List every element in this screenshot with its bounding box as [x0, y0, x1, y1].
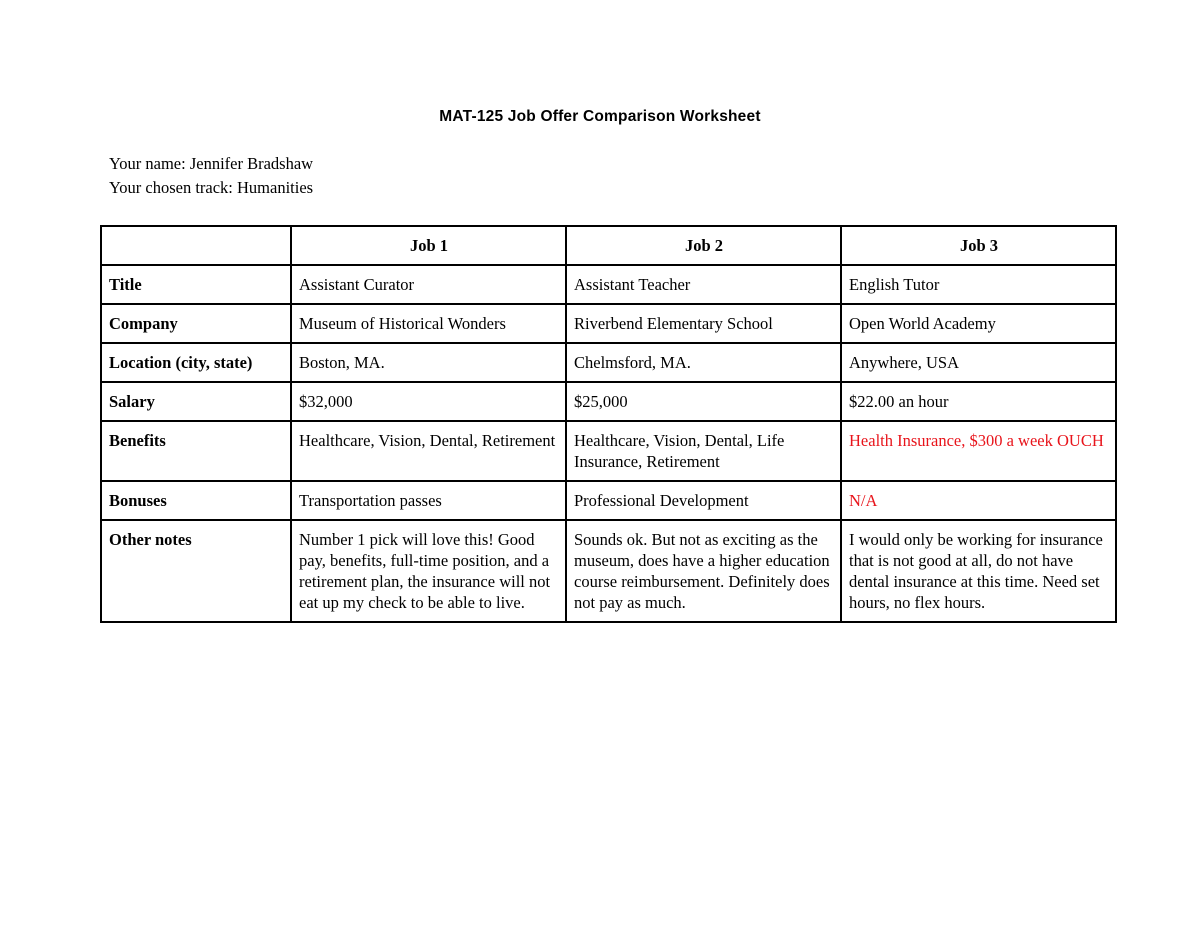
cell-title-job-1: Assistant Curator: [291, 265, 566, 304]
cell-notes-job-1: Number 1 pick will love this! Good pay, benefits, full-time position, and a retirement plan, the insurance will not eat up my check to be able to live.: [291, 520, 566, 622]
row-bonuses: [101, 481, 1116, 520]
row-salary: [101, 382, 1116, 421]
cell-notes-job-2: Sounds ok. But not as exciting as the museum, does have a higher education course reimbursement. Definitely does not pay as much.: [566, 520, 841, 622]
row-benefits: [101, 421, 1116, 481]
row-label-bonuses: Bonuses: [101, 481, 291, 520]
cell-company-job-3: Open World Academy: [841, 304, 1116, 343]
header-job-1: Job 1: [291, 226, 566, 265]
cell-benefits-job-3: Health Insurance, $300 a week OUCH: [841, 421, 1116, 481]
row-label-title: Title: [101, 265, 291, 304]
header-row: [101, 226, 1116, 265]
cell-salary-job-3: $22.00 an hour: [841, 382, 1116, 421]
page-title: MAT-125 Job Offer Comparison Worksheet: [439, 108, 761, 125]
row-label-company: Company: [101, 304, 291, 343]
student-name-line: Your name: Jennifer Bradshaw: [109, 154, 314, 173]
cell-title-job-3: English Tutor: [841, 265, 1116, 304]
header-job-3: Job 3: [841, 226, 1116, 265]
row-location: [101, 343, 1116, 382]
row-label-benefits: Benefits: [101, 421, 291, 481]
row-label-other-notes: Other notes: [101, 520, 291, 622]
row-title: [101, 265, 1116, 304]
header-job-2: Job 2: [566, 226, 841, 265]
row-company: [101, 304, 1116, 343]
cell-benefits-job-2: Healthcare, Vision, Dental, Life Insurance, Retirement: [566, 421, 841, 481]
cell-company-job-2: Riverbend Elementary School: [566, 304, 841, 343]
row-label-location: Location (city, state): [101, 343, 291, 382]
cell-location-job-2: Chelmsford, MA.: [566, 343, 841, 382]
cell-bonuses-job-3: N/A: [841, 481, 1116, 520]
job-comparison-table: [100, 225, 1117, 623]
chosen-track-line: Your chosen track: Humanities: [109, 178, 314, 197]
cell-company-job-1: Museum of Historical Wonders: [291, 304, 566, 343]
cell-salary-job-1: $32,000: [291, 382, 566, 421]
cell-bonuses-job-2: Professional Development: [566, 481, 841, 520]
cell-notes-job-3: I would only be working for insurance that is not good at all, do not have dental insurance at this time. Need set hours, no flex hours.: [841, 520, 1116, 622]
cell-benefits-job-1: Healthcare, Vision, Dental, Retirement: [291, 421, 566, 481]
row-label-salary: Salary: [101, 382, 291, 421]
cell-salary-job-2: $25,000: [566, 382, 841, 421]
row-other-notes: [101, 520, 1116, 622]
cell-location-job-3: Anywhere, USA: [841, 343, 1116, 382]
header-corner-cell: [101, 226, 291, 265]
cell-location-job-1: Boston, MA.: [291, 343, 566, 382]
cell-bonuses-job-1: Transportation passes: [291, 481, 566, 520]
cell-title-job-2: Assistant Teacher: [566, 265, 841, 304]
